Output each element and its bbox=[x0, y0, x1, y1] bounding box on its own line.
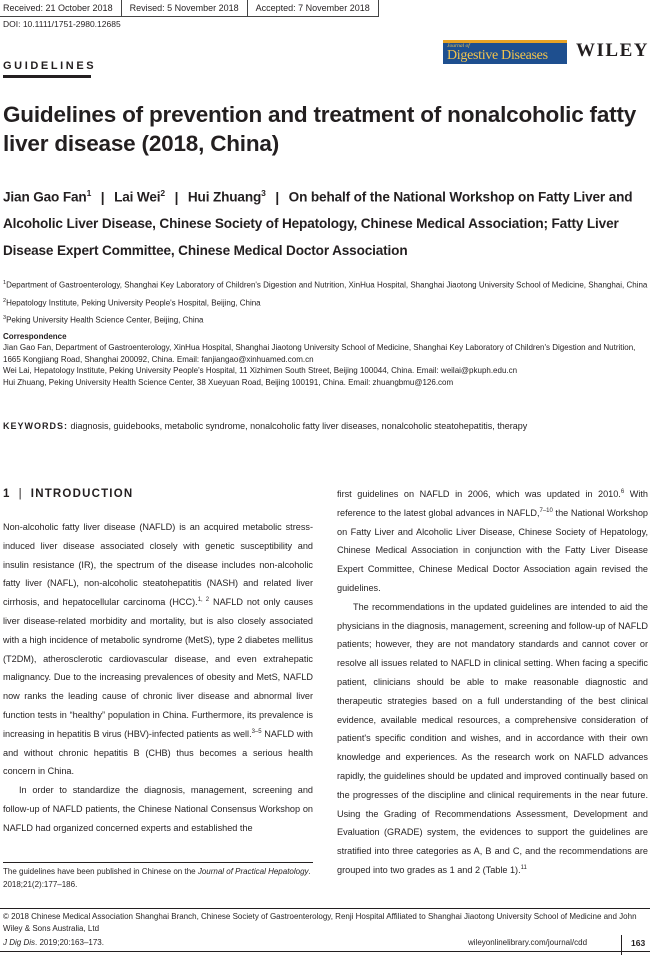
article-title: Guidelines of prevention and treatment of nonalcoholic fatty liver disease (2018, China) bbox=[3, 102, 637, 156]
paragraph: In order to standardize the diagnosis, management, screening and follow-up of NAFLD patients, the Chinese National Consensus Workshop on NAFLD had organized concerned experts and established the bbox=[3, 785, 313, 833]
correspondence bbox=[3, 342, 648, 388]
section-number: 1 bbox=[3, 488, 11, 500]
author-list bbox=[3, 180, 648, 264]
author-name[interactable]: Lai Wei bbox=[114, 189, 161, 205]
author-group: On behalf of the National Workshop on Fatty Liver and Alcoholic Liver Disease, Chinese Society of Hepatology, Chinese Medical Association; Fatty Liver Disease Expert Committee, Chinese Medical Doctor Association bbox=[3, 189, 633, 258]
page-number: 163 bbox=[631, 938, 646, 948]
affiliation-sup: 3 bbox=[3, 315, 7, 322]
footnote-journal: Journal of Practical Hepatology bbox=[197, 867, 309, 876]
affiliation-sup: 1 bbox=[3, 280, 7, 286]
citation-ref[interactable]: 6 bbox=[620, 488, 625, 495]
author-separator: | bbox=[275, 189, 280, 205]
footnote bbox=[3, 866, 315, 891]
body-column-right bbox=[337, 485, 648, 880]
text-run: NAFLD with and without chronic hepatitis B (CHB) thus becomes a serious health concern in China. bbox=[3, 728, 313, 777]
publisher-logo[interactable]: WILEY bbox=[576, 40, 649, 61]
author-affil-sup: 1 bbox=[86, 188, 92, 198]
body-column-left bbox=[3, 518, 313, 838]
footnote-rule bbox=[3, 862, 313, 863]
author-name[interactable]: Hui Zhuang bbox=[187, 189, 262, 205]
accepted-date: Accepted: 7 November 2018 bbox=[248, 0, 379, 17]
journal-logo[interactable] bbox=[443, 40, 567, 64]
section-bar: | bbox=[18, 488, 23, 500]
affiliation-text: Peking University Health Science Center, Beijing, China bbox=[6, 315, 204, 325]
keywords bbox=[3, 421, 648, 431]
keywords-text: diagnosis, guidebooks, metabolic syndrome, nonalcoholic fatty liver diseases, nonalcoholic steatohepatitis, therapy bbox=[70, 421, 528, 431]
text-run: the National Workshop on Fatty Liver and Alcoholic Liver Disease, Chinese Society of Hepatology, Chinese Medical Association in conjunction with the Fatty Liver Disease Expert Committee, Chinese Medical Doctor Association again revised the guidelines. bbox=[337, 507, 648, 593]
citation-line bbox=[3, 938, 104, 947]
citation-ref[interactable]: 7–10 bbox=[539, 507, 553, 514]
correspondence-entry: Jian Gao Fan, Department of Gastroenterology, XinHua Hospital, Shanghai Jiaotong University School of Medicine, Shanghai Key Laboratory of Children's Digestion and Nutrition, 1665 Kongjiang Road, Shanghai 200092, China. Email: fanjiangao@xinhuamed.com.cn bbox=[3, 343, 636, 364]
section-title: INTRODUCTION bbox=[30, 488, 134, 500]
section-rule bbox=[3, 75, 91, 78]
text-run: With reference to the latest global advances in NAFLD, bbox=[337, 489, 648, 518]
paragraph bbox=[3, 518, 313, 781]
citation-ref[interactable]: 3–5 bbox=[251, 728, 262, 735]
copyright-rule bbox=[0, 908, 650, 909]
correspondence-heading: Correspondence bbox=[3, 331, 67, 341]
author-affil-sup: 3 bbox=[261, 188, 266, 198]
footnote-text: The guidelines have been published in Chinese on the bbox=[3, 867, 198, 876]
section-tag: GUIDELINES bbox=[3, 60, 97, 72]
author-separator: | bbox=[100, 189, 105, 205]
citation-rest: . 2019;20:163–173. bbox=[35, 938, 104, 947]
citation-journal: J Dig Dis bbox=[3, 938, 36, 947]
journal-url[interactable]: wileyonlinelibrary.com/journal/cdd bbox=[468, 938, 588, 947]
paragraph bbox=[337, 485, 648, 598]
author-name[interactable]: Jian Gao Fan bbox=[3, 189, 87, 205]
correspondence-entry: Hui Zhuang, Peking University Health Science Center, 38 Xueyuan Road, Beijing 100191, China. Email: zhuangbmu@126.com bbox=[3, 377, 454, 387]
author-affil-sup: 2 bbox=[160, 188, 165, 198]
paragraph bbox=[337, 598, 648, 880]
received-date: Received: 21 October 2018 bbox=[0, 0, 122, 17]
affiliation bbox=[3, 278, 648, 291]
footer-separator bbox=[621, 935, 622, 955]
section-heading-introduction bbox=[3, 488, 133, 500]
keywords-label: KEYWORDS: bbox=[3, 421, 68, 431]
affiliation bbox=[3, 313, 648, 326]
affiliation-text: Department of Gastroenterology, Shanghai Key Laboratory of Children's Digestion and Nutrition, XinHua Hospital, Shanghai Jiaotong University School of Medicine, Shanghai, China bbox=[6, 280, 648, 290]
text-run: NAFLD not only causes liver disease-related morbidity and mortality, but is also closely associated with a high incidence of metabolic syndrome (MetS), type 2 diabetes mellitus (T2DM), atherosclerotic cardiovascular disease, and even extrahepatic malignancy. Due to the increasing prevalences of obesity and MetS, NAFLD now ranks the leading cause of chronic liver disease and abnormal liver function tests in “healthy” population in China. Furthermore, its prevalence is increasing in hepatitis B virus (HBV)-infected patients as well. bbox=[3, 597, 313, 739]
affiliation bbox=[3, 296, 648, 309]
text-run: The recommendations in the updated guidelines are intended to aid the physicians in the diagnosis, management, screening and follow-up of NAFLD patients; however, they are not mandatory standards and cannot cover or resolve all issues related to NAFLD in clinical setting. When facing a specific patient, clinicians should be able to make reasonable diagnostic and therapeutic strategies based on a full understanding of the best clinical evidence, available medical resources, a comprehensive consideration of patient's specific condition and wishes, and in accordance with their own knowledge and experiences. As the research work on NAFLD advances rapidly, the guidelines should be updated and improved continually based on the progresses of the discipline and clinical requirements in the near future. Using the Grading of Recommendations Assessment, Development and Evaluation (GRADE) system, the evidences to support the guidelines are stratified into three categories as A, B and C, and the recommendations are grouped into two grades as 1 and 2 (Table 1). bbox=[337, 601, 648, 875]
doi[interactable]: DOI: 10.1111/1751-2980.12685 bbox=[3, 19, 121, 29]
copyright: © 2018 Chinese Medical Association Shanghai Branch, Chinese Society of Gastroenterology, Renji Hospital Affiliated to Shanghai Jiaotong University School of Medicine and John Wiley & Sons Australia, Ltd bbox=[3, 912, 637, 933]
affiliations bbox=[3, 278, 648, 388]
footer-rule bbox=[0, 951, 650, 952]
revised-date: Revised: 5 November 2018 bbox=[122, 0, 248, 17]
author-separator: | bbox=[174, 189, 179, 205]
citation-ref[interactable]: 1, 2 bbox=[197, 597, 210, 604]
article-dates bbox=[0, 0, 379, 17]
affiliation-text: Hepatology Institute, Peking University People's Hospital, Beijing, China bbox=[6, 298, 261, 308]
logo-journal-name: Digestive Diseases bbox=[447, 48, 548, 63]
footnote-text: . 2018;21(2):177–186. bbox=[3, 867, 311, 889]
affiliation-sup: 2 bbox=[3, 297, 7, 304]
logo-journal-of: Journal of bbox=[447, 43, 470, 49]
text-run: first guidelines on NAFLD in 2006, which was updated in 2010. bbox=[337, 489, 621, 499]
text-run: Non-alcoholic fatty liver disease (NAFLD) is an acquired metabolic stress-induced liver disease associated closely with genetic susceptibility and insulin resistance (IR), the spectrum of the disease includes non-alcoholic fatty liver (NAFL), non-alcoholic steatohepatitis (NASH) and related liver cirrhosis, and hepatocellular carcinoma (HCC). bbox=[3, 522, 313, 608]
citation-ref[interactable]: 11 bbox=[520, 864, 527, 871]
correspondence-entry: Wei Lai, Hepatology Institute, Peking University People's Hospital, 11 Xizhimen South Street, Beijing 100044, China. Email: weilai@pkuph.edu.cn bbox=[3, 366, 518, 376]
